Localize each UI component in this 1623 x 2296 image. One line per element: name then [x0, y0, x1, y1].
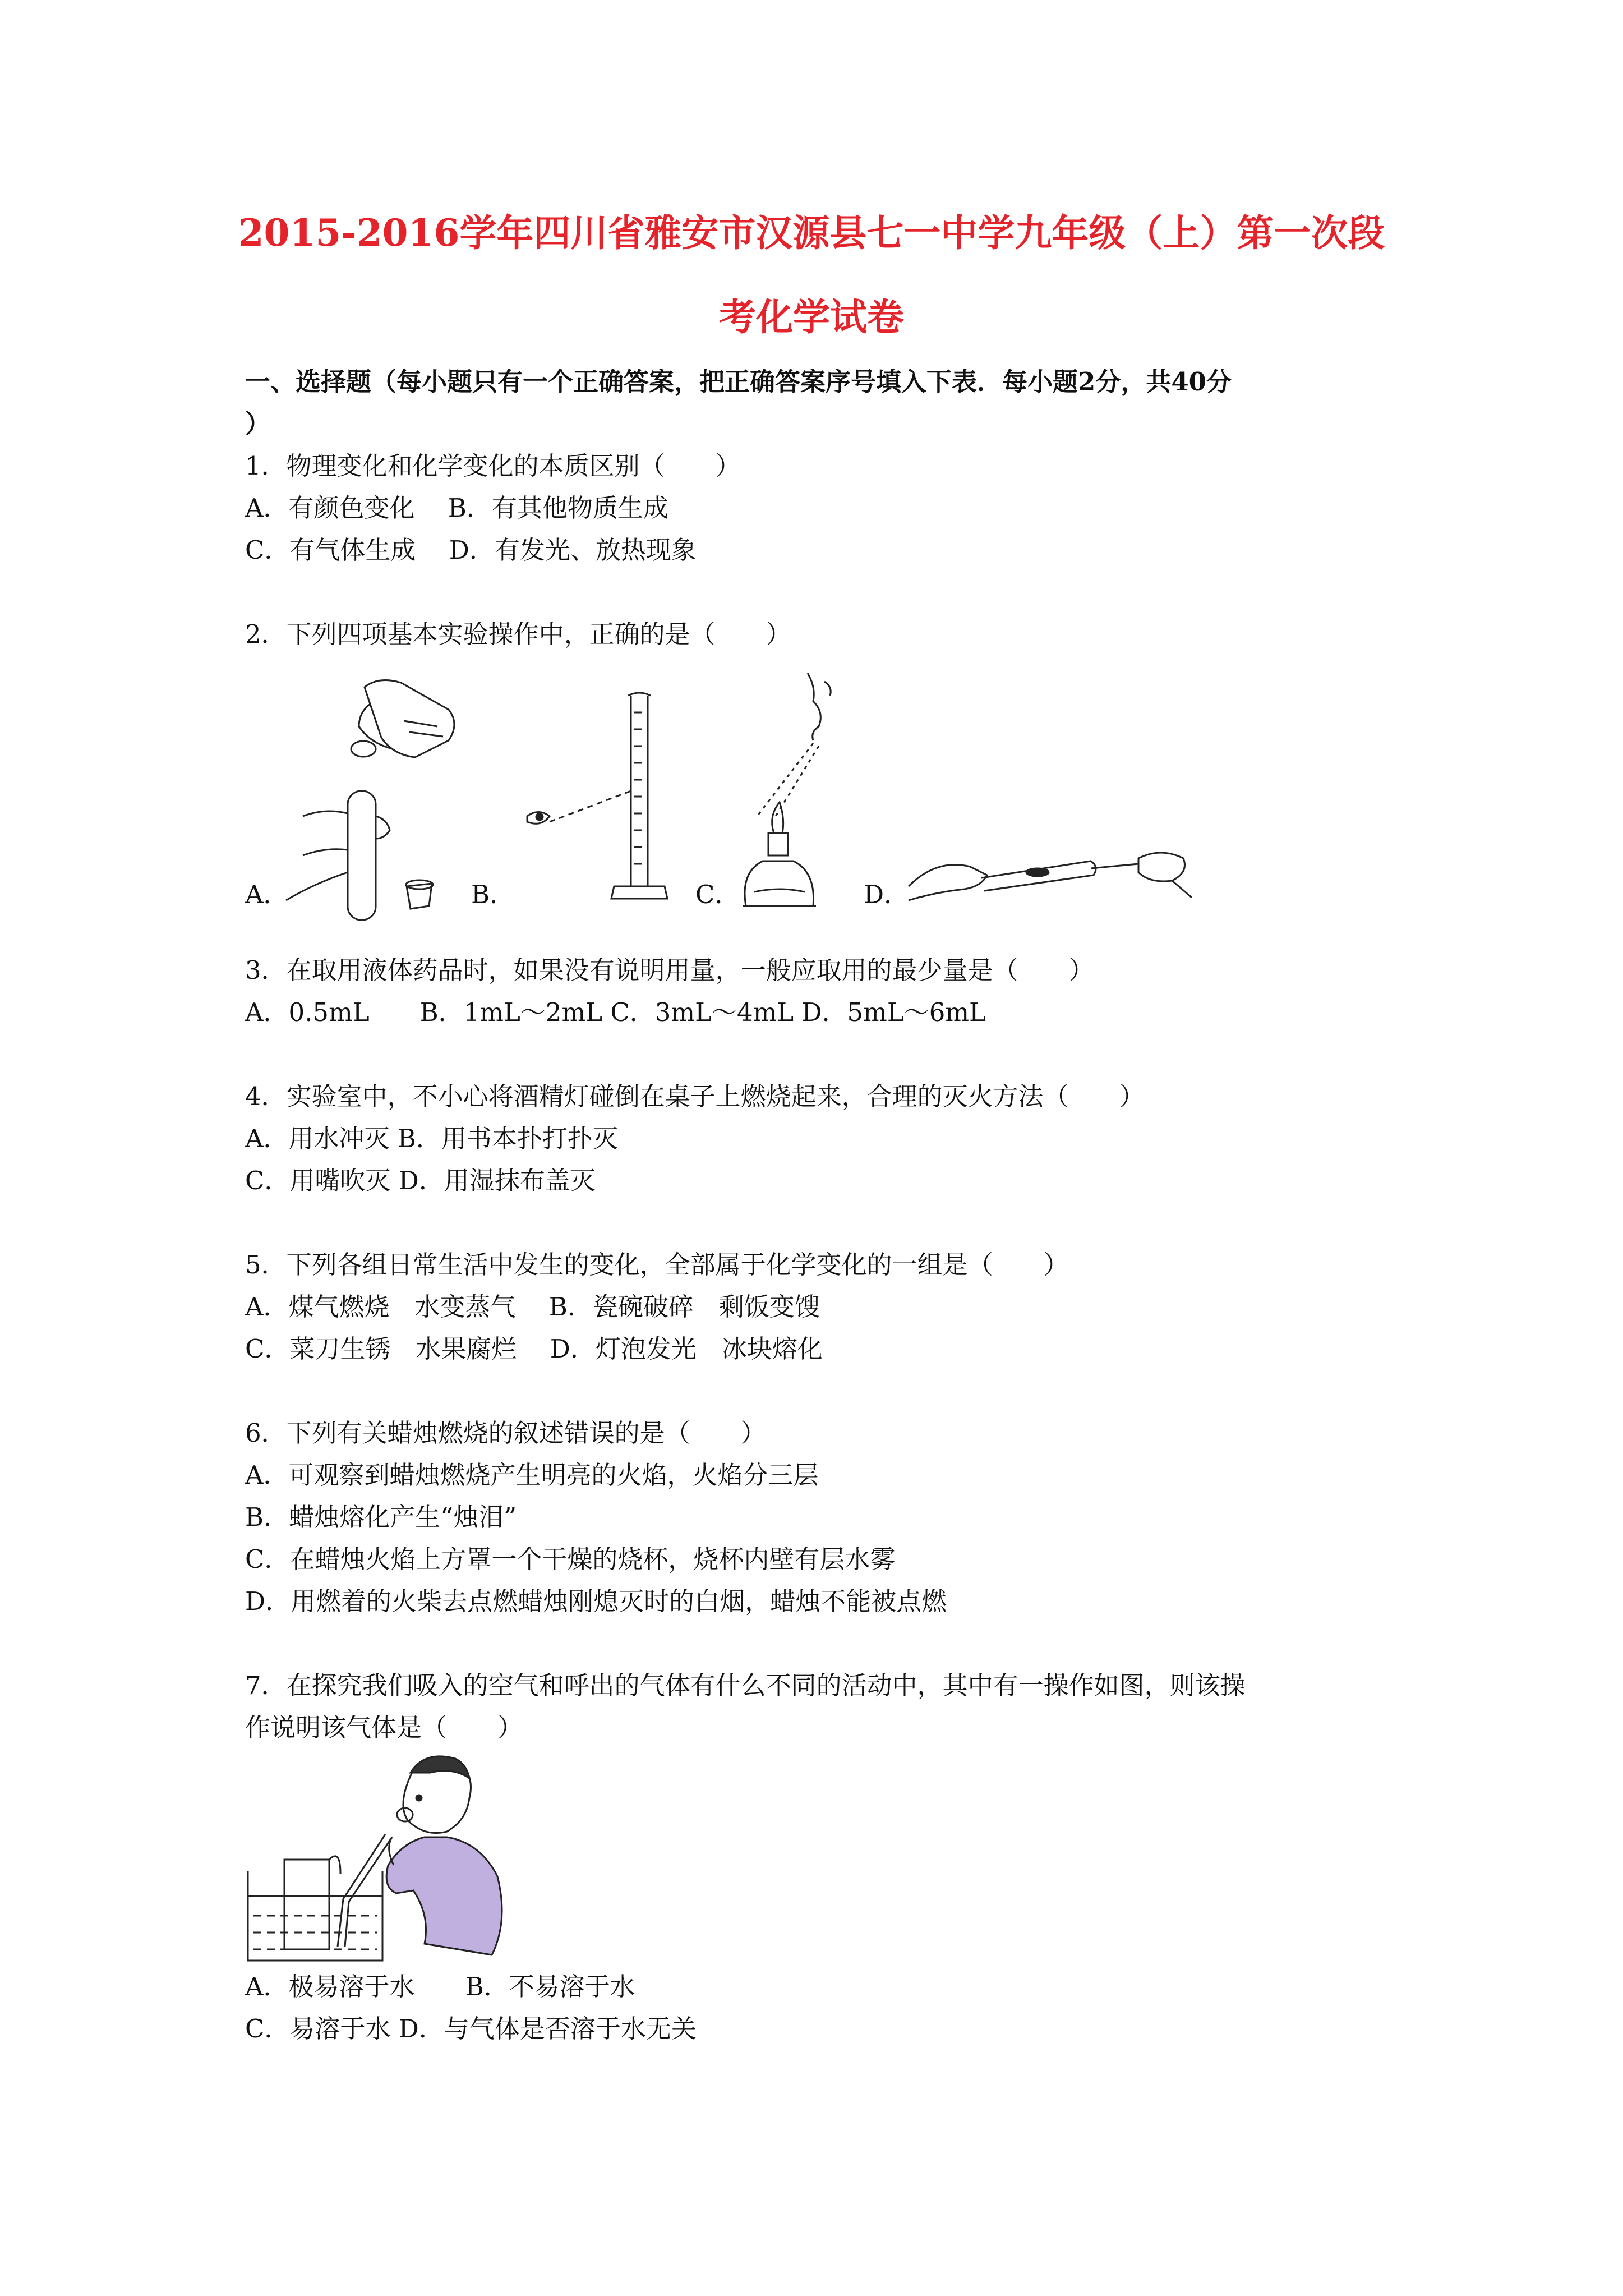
q2-figure-c-blowing-alcohol-lamp: [735, 670, 880, 928]
question-7-stem-line-2: 作说明该气体是（ ）: [245, 1713, 523, 1742]
question-4-options-ab: A．用水冲灭 B．用书本扑打扑灭: [245, 1124, 618, 1153]
question-4-stem: 4．实验室中，不小心将酒精灯碰倒在桌子上燃烧起来，合理的灭火方法（ ）: [245, 1082, 1145, 1111]
q2-figure-d-test-tube-spatula: [903, 825, 1195, 909]
exam-title-line-1: 2015-2016学年四川省雅安市汉源县七一中学九年级（上）第一次段: [238, 211, 1385, 255]
q7-figure-blowing-into-trough: [245, 1753, 514, 1966]
section-heading-line-2: ）: [245, 409, 271, 439]
question-5-stem: 5．下列各组日常生活中发生的变化，全部属于化学变化的一组是（ ）: [245, 1250, 1069, 1280]
q2-figure-b-graduated-cylinder: [516, 690, 684, 903]
question-7-options-ab: A．极易溶于水 B．不易溶于水: [245, 1972, 635, 2001]
q2-figure-a-pouring-liquid: [280, 670, 465, 928]
question-3-options: A．0.5mL B．1mL～2mL C．3mL～4mL D．5mL～6mL: [245, 997, 986, 1027]
question-7-stem-line-1: 7．在探究我们吸入的空气和呼出的气体有什么不同的活动中，其中有一操作如图，则该操: [245, 1671, 1246, 1700]
question-3-stem: 3．在取用液体药品时，如果没有说明用量，一般应取用的最少量是（ ）: [245, 955, 1094, 985]
q2-label-b: B．: [471, 880, 515, 909]
question-6-option-b: B．蜡烛熔化产生“烛泪”: [245, 1502, 517, 1532]
question-6-option-d: D．用燃着的火柴去点燃蜡烛刚熄灭时的白烟，蜡烛不能被点燃: [245, 1586, 947, 1616]
q2-label-c: C．: [695, 880, 740, 909]
q2-label-a: A．: [245, 880, 289, 909]
q2-label-d: D．: [864, 880, 910, 909]
question-1-options-cd: C．有气体生成 D．有发光、放热现象: [245, 535, 697, 565]
question-2-stem: 2．下列四项基本实验操作中，正确的是（ ）: [245, 619, 791, 649]
question-5-options-cd: C．菜刀生锈 水果腐烂 D．灯泡发光 冰块熔化: [245, 1334, 823, 1364]
question-1-options-ab: A．有颜色变化 B．有其他物质生成: [245, 493, 668, 523]
question-6-option-a: A．可观察到蜡烛燃烧产生明亮的火焰，火焰分三层: [245, 1460, 819, 1490]
question-6-stem: 6．下列有关蜡烛燃烧的叙述错误的是（ ）: [245, 1418, 766, 1448]
section-heading-line-1: 一、选择题（每小题只有一个正确答案，把正确答案序号填入下表．每小题2分，共40分: [245, 367, 1232, 397]
question-7-options-cd: C．易溶于水 D．与气体是否溶于水无关: [245, 2014, 697, 2044]
question-4-options-cd: C．用嘴吹灭 D．用湿抹布盖灭: [245, 1166, 596, 1195]
question-1-stem: 1．物理变化和化学变化的本质区别（ ）: [245, 451, 741, 481]
question-5-options-ab: A．煤气燃烧 水变蒸气 B．瓷碗破碎 剩饭变馊: [245, 1292, 820, 1322]
exam-title-line-2: 考化学试卷: [719, 295, 904, 339]
question-6-option-c: C．在蜡烛火焰上方罩一个干燥的烧杯，烧杯内壁有层水雾: [245, 1544, 896, 1574]
